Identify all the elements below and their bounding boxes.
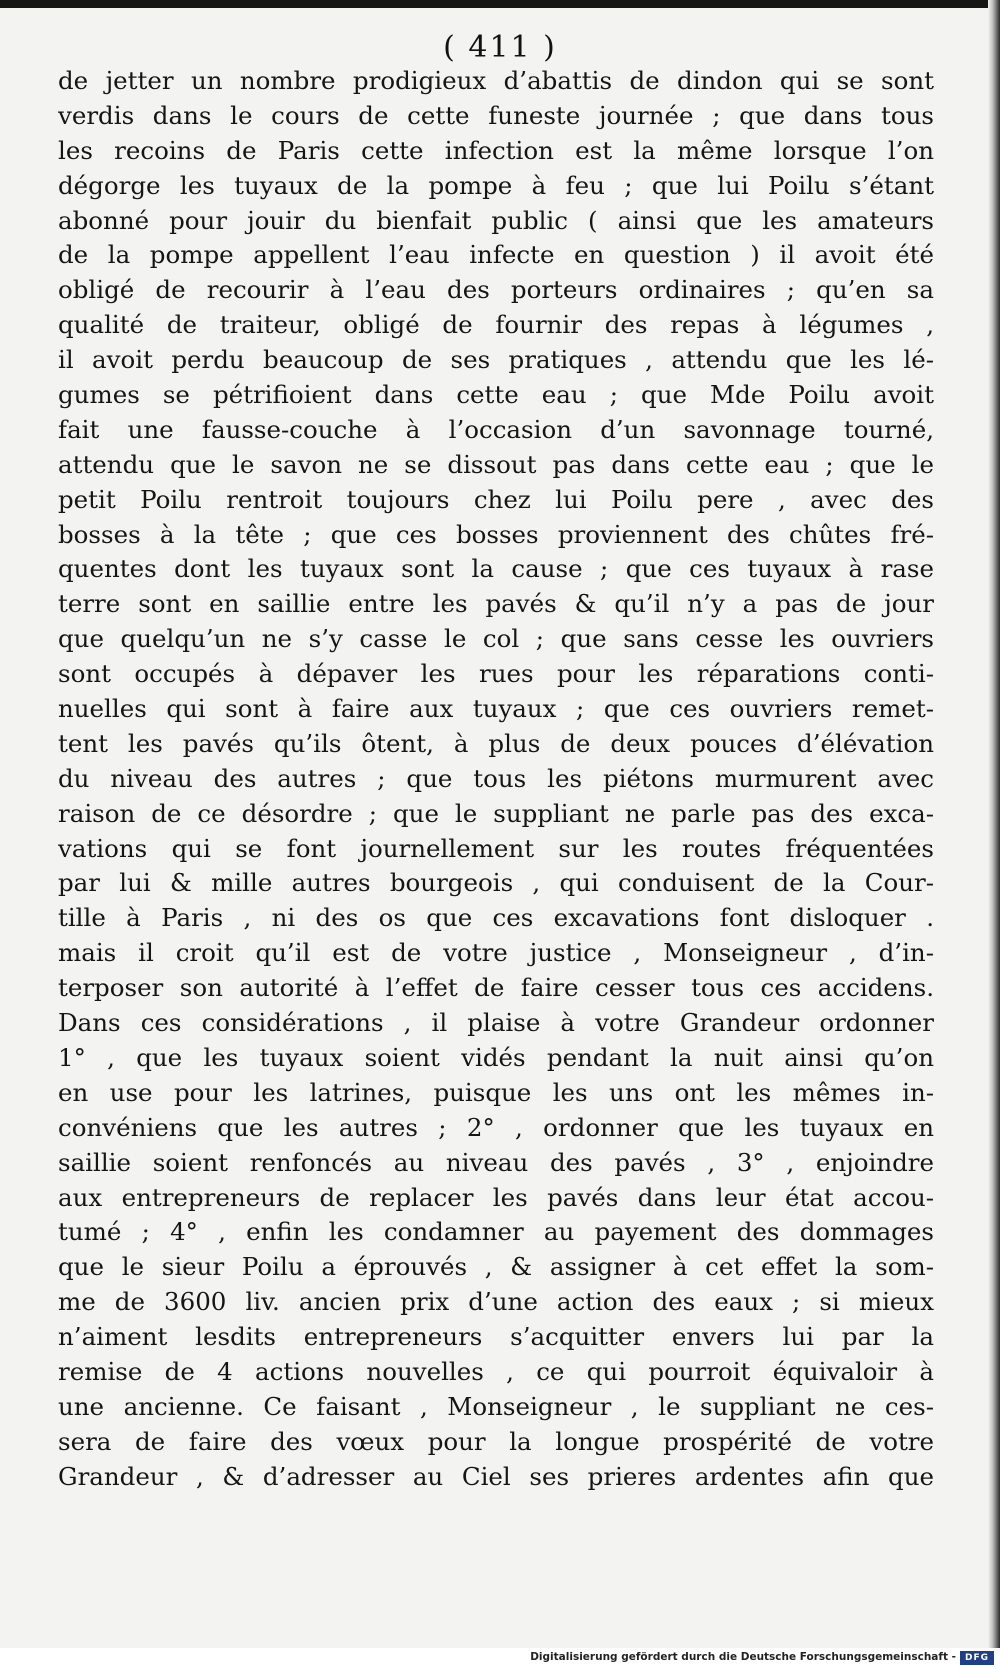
text-line: petit Poilu rentroit toujours chez lui Poilu pere , avec des bbox=[58, 484, 934, 514]
text-line: gumes se pétrifioient dans cette eau ; que Mde Poilu avoit bbox=[58, 380, 934, 410]
page-right-edge bbox=[988, 0, 1000, 1648]
text-line: attendu que le savon ne se dissout pas dans cette eau ; que le bbox=[58, 449, 934, 479]
text-line: tent les pavés qu’ils ôtent, à plus de deux pouces d’élévation bbox=[58, 728, 934, 758]
text-line: de la pompe appellent l’eau infecte en question ) il avoit été bbox=[58, 240, 934, 270]
text-line: sera de faire des vœux pour la longue prospérité de votre bbox=[58, 1426, 934, 1456]
text-line: en use pour les latrines, puisque les uns ont les mêmes in- bbox=[58, 1077, 934, 1107]
text-line: 1° , que les tuyaux soient vidés pendant la nuit ainsi qu’on bbox=[58, 1042, 934, 1072]
text-line: fait une fausse-couche à l’occasion d’un savonnage tourné, bbox=[58, 414, 934, 444]
text-line: du niveau des autres ; que tous les piétons murmurent avec bbox=[58, 763, 934, 793]
text-line: qualité de traiteur, obligé de fournir des repas à légumes , bbox=[58, 310, 934, 340]
funding-credit: Digitalisierung gefördert durch die Deutsche Forschungsgemeinschaft - bbox=[530, 1651, 956, 1663]
dfg-logo: DFG bbox=[960, 1651, 994, 1665]
footer-bar bbox=[0, 1648, 1000, 1669]
text-line: saillie soient renfoncés au niveau des pavés , 3° , enjoindre bbox=[58, 1147, 934, 1177]
text-line: verdis dans le cours de cette funeste journée ; que dans tous bbox=[58, 100, 934, 130]
text-line: une ancienne. Ce faisant , Monseigneur , le suppliant ne ces- bbox=[58, 1391, 934, 1421]
text-line: quentes dont les tuyaux sont la cause ; que ces tuyaux à rase bbox=[58, 554, 934, 584]
page-top-edge bbox=[0, 0, 1000, 8]
text-line: convéniens que les autres ; 2° , ordonner que les tuyaux en bbox=[58, 1112, 934, 1142]
text-line: Dans ces considérations , il plaise à votre Grandeur ordonner bbox=[58, 1008, 934, 1038]
text-line: abonné pour jouir du bienfait public ( ainsi que les amateurs bbox=[58, 205, 934, 235]
text-line: mais il croit qu’il est de votre justice , Monseigneur , d’in- bbox=[58, 938, 934, 968]
text-line: bosses à la tête ; que ces bosses proviennent des chûtes fré- bbox=[58, 519, 934, 549]
text-line: sont occupés à dépaver les rues pour les réparations conti- bbox=[58, 659, 934, 689]
page-number: ( 411 ) bbox=[443, 30, 557, 65]
text-line: Grandeur , & d’adresser au Ciel ses prieres ardentes afin que bbox=[58, 1461, 934, 1491]
text-line: terre sont en saillie entre les pavés & qu’il n’y a pas de jour bbox=[58, 589, 934, 619]
text-line: par lui & mille autres bourgeois , qui conduisent de la Cour- bbox=[58, 868, 934, 898]
text-line: tumé ; 4° , enfin les condamner au payement des dommages bbox=[58, 1217, 934, 1247]
text-line: remise de 4 actions nouvelles , ce qui pourroit équivaloir à bbox=[58, 1356, 934, 1386]
text-line: que le sieur Poilu a éprouvés , & assigner à cet effet la som- bbox=[58, 1252, 934, 1282]
text-line: raison de ce désordre ; que le suppliant ne parle pas des exca- bbox=[58, 798, 934, 828]
text-line: obligé de recourir à l’eau des porteurs ordinaires ; qu’en sa bbox=[58, 275, 934, 305]
text-line: aux entrepreneurs de replacer les pavés dans leur état accou- bbox=[58, 1182, 934, 1212]
text-line: nuelles qui sont à faire aux tuyaux ; que ces ouvriers remet- bbox=[58, 694, 934, 724]
text-line: terposer son autorité à l’effet de faire cesser tous ces accidens. bbox=[58, 973, 934, 1003]
text-line: que quelqu’un ne s’y casse le col ; que sans cesse les ouvriers bbox=[58, 624, 934, 654]
body-text bbox=[58, 64, 934, 1495]
text-line: vations qui se font journellement sur les routes fréquentées bbox=[58, 833, 934, 863]
text-line: tille à Paris , ni des os que ces excavations font disloquer . bbox=[58, 903, 934, 933]
text-line: les recoins de Paris cette infection est la même lorsque l’on bbox=[58, 135, 934, 165]
text-line: n’aiment lesdits entrepreneurs s’acquitter envers lui par la bbox=[58, 1322, 934, 1352]
text-line: de jetter un nombre prodigieux d’abattis de dindon qui se sont bbox=[58, 66, 934, 95]
text-line: me de 3600 liv. ancien prix d’une action des eaux ; si mieux bbox=[58, 1287, 934, 1317]
text-line: il avoit perdu beaucoup de ses pratiques , attendu que les lé- bbox=[58, 345, 934, 375]
text-line: dégorge les tuyaux de la pompe à feu ; que lui Poilu s’étant bbox=[58, 170, 934, 200]
